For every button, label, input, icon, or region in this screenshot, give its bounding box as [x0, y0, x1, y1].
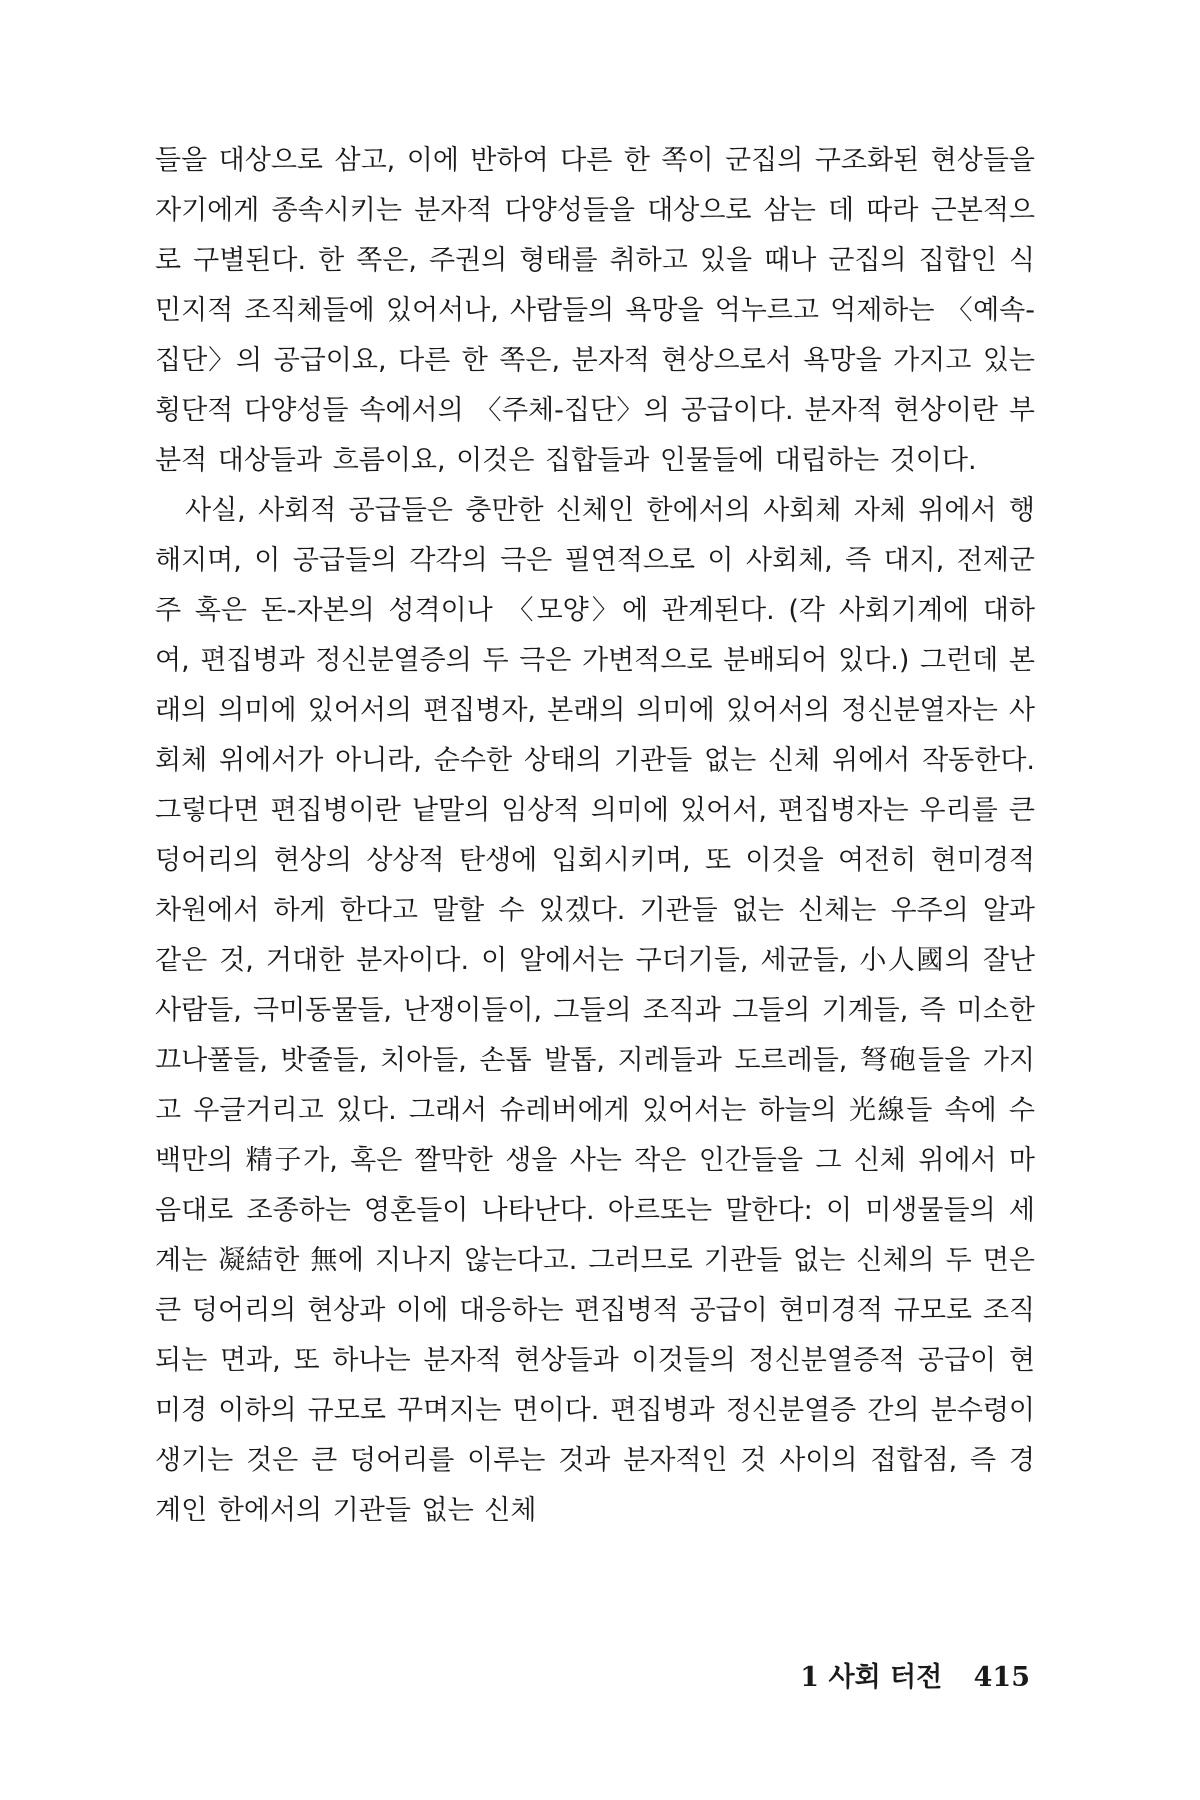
- running-footer-chapter: 1 사회 터전: [800, 1662, 943, 1693]
- body-text: [155, 136, 1035, 1536]
- paragraph: 사실, 사회적 공급들은 충만한 신체인 한에서의 사회체 자체 위에서 행해지며, 이 공급들의 각각의 극은 필연적으로 이 사회체, 즉 대지, 전제군주 혹은 돈-자본의 성격이나 〈모양〉에 관계된다. (각 사회기계에 대하여, 편집병과 정신분열증의 두 극은 가변적으로 분배되어 있다.) 그런데 본래의 의미에 있어서의 편집병자, 본래의 의미에 있어서의 정신분열자는 사회체 위에서가 아니라, 순수한 상태의 기관들 없는 신체 위에서 작동한다. 그렇다면 편집병이란 낱말의 임상적 의미에 있어서, 편집병자는 우리를 큰 덩어리의 현상의 상상적 탄생에 입회시키며, 또 이것을 여전히 현미경적 차원에서 하게 한다고 말할 수 있겠다. 기관들 없는 신체는 우주의 알과 같은 것, 거대한 분자이다. 이 알에서는 구더기들, 세균들, 小人國의 잘난 사람들, 극미동물들, 난쟁이들이, 그들의 조직과 그들의 기계들, 즉 미소한 끄나풀들, 밧줄들, 치아들, 손톱 발톱, 지레들과 도르레들, 弩砲들을 가지고 우글거리고 있다. 그래서 슈레버에게 있어서는 하늘의 光線들 속에 수백만의 精子가, 혹은 짤막한 생을 사는 작은 인간들을 그 신체 위에서 마음대로 조종하는 영혼들이 나타난다. 아르또는 말한다: 이 미생물들의 세계는 凝結한 無에 지나지 않는다고. 그러므로 기관들 없는 신체의 두 면은 큰 덩어리의 현상과 이에 대응하는 편집병적 공급이 현미경적 규모로 조직되는 면과, 또 하나는 분자적 현상들과 이것들의 정신분열증적 공급이 현미경 이하의 규모로 꾸며지는 면이다. 편집병과 정신분열증 간의 분수령이 생기는 것은 큰 덩어리를 이루는 것과 분자적인 것 사이의 접합점, 즉 경계인 한에서의 기관들 없는 신체: [155, 495, 1035, 1526]
- page-footer: [800, 1655, 1030, 1694]
- paragraph-continued: 들을 대상으로 삼고, 이에 반하여 다른 한 쪽이 군집의 구조화된 현상들을 자기에게 종속시키는 분자적 다양성들을 대상으로 삼는 데 따라 근본적으로 구별된다. 한 쪽은, 주권의 형태를 취하고 있을 때나 군집의 집합인 식민지적 조직체들에 있어서나, 사람들의 욕망을 억누르고 억제하는 〈예속-집단〉의 공급이요, 다른 한 쪽은, 분자적 현상으로서 욕망을 가지고 있는 횡단적 다양성들 속에서의 〈주체-집단〉의 공급이다. 분자적 현상이란 부분적 대상들과 흐름이요, 이것은 집합들과 인물들에 대립하는 것이다.: [155, 145, 1035, 476]
- page-number: 415: [973, 1662, 1030, 1693]
